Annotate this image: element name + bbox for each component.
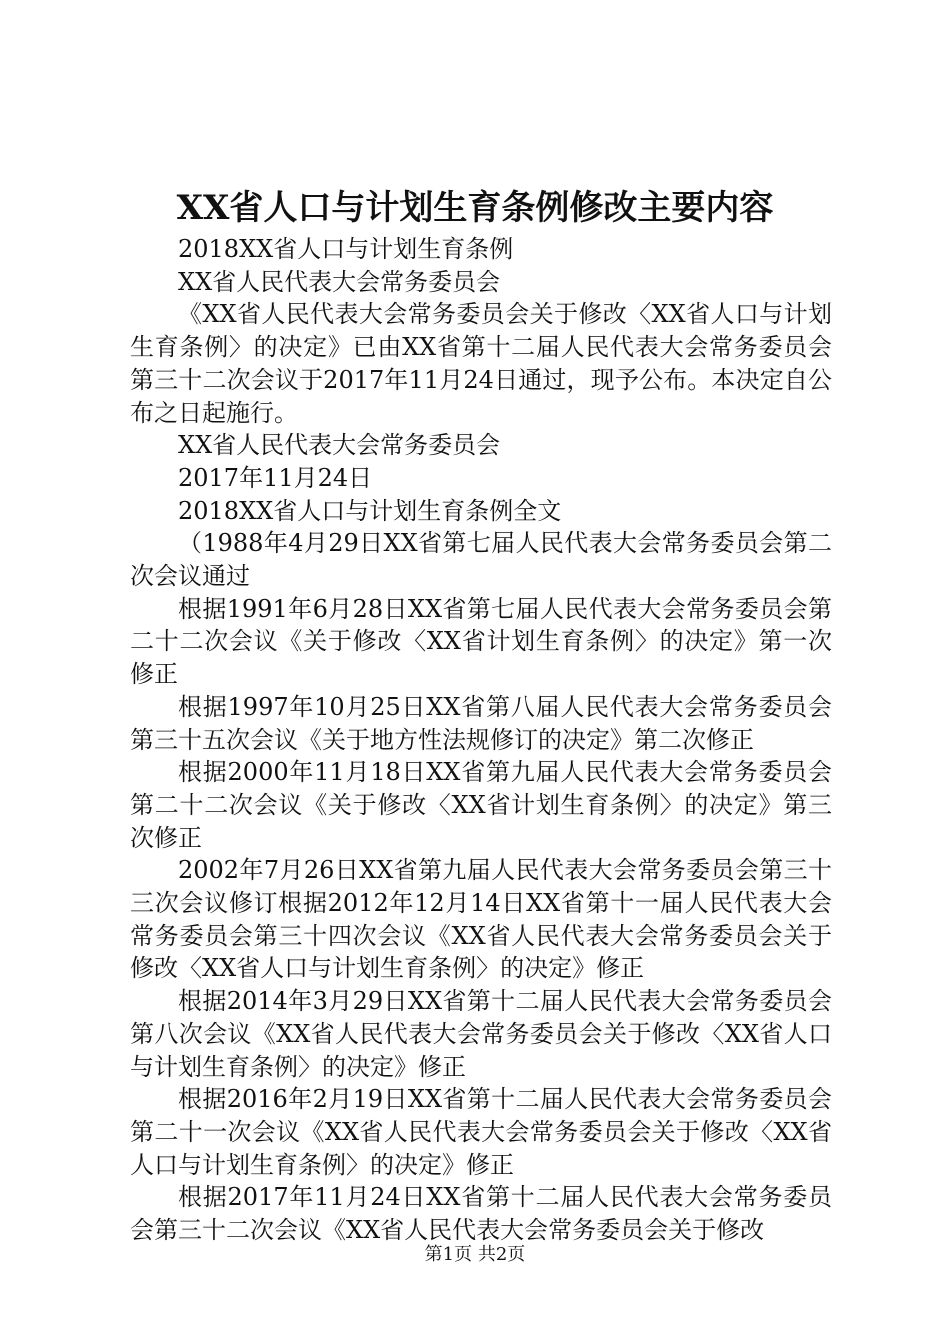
paragraph: 2002年7月26日XX省第九届人民代表大会常务委员会第三十三次会议修订根据2012年12月14日XX省第十一届人民代表大会常务委员会第三十四次会议《XX省人民代表大会常务委员会关于修改〈XX省人口与计划生育条例〉的决定》修正 [130, 856, 832, 983]
paragraph: 2018XX省人口与计划生育条例全文 [178, 496, 562, 525]
paragraph: 2018XX省人口与计划生育条例 [178, 235, 514, 263]
paragraph: 根据2000年11月18日XX省第九届人民代表大会常务委员会第二十二次会议《关于修改〈XX省计划生育条例〉的决定》第三次修正 [130, 758, 832, 852]
document-title: XX省人口与计划生育条例修改主要内容 [176, 188, 774, 228]
page-number-footer: 第1页 共2页 [424, 1244, 526, 1265]
paragraph: 根据2017年11月24日XX省第十二届人民代表大会常务委员会第三十二次会议《XX省人民代表大会常务委员会关于修改 [130, 1183, 832, 1245]
paragraph: 根据2014年3月29日XX省第十二届人民代表大会常务委员会第八次会议《XX省人民代表大会常务委员会关于修改〈XX省人口与计划生育条例〉的决定》修正 [130, 987, 832, 1081]
paragraph: XX省人民代表大会常务委员会 [178, 431, 501, 460]
paragraph: 2017年11月24日 [178, 463, 373, 492]
paragraph: 《XX省人民代表大会常务委员会关于修改〈XX省人口与计划生育条例〉的决定》已由XX省第十二届人民代表大会常务委员会第三十二次会议于2017年11月24日通过，现予公布。本决定自公布之日起施行。 [130, 300, 832, 427]
paragraph: 根据1997年10月25日XX省第八届人民代表大会常务委员会第三十五次会议《关于地方性法规修订的决定》第二次修正 [130, 692, 832, 754]
paragraph: XX省人民代表大会常务委员会 [178, 267, 501, 296]
paragraph: （1988年4月29日XX省第七届人民代表大会常务委员会第二次会议通过 [130, 529, 832, 591]
paragraph: 根据2016年2月19日XX省第十二届人民代表大会常务委员会第二十一次会议《XX省人民代表大会常务委员会关于修改〈XX省人口与计划生育条例〉的决定》修正 [130, 1085, 832, 1179]
paragraph: 根据1991年6月28日XX省第七届人民代表大会常务委员会第二十二次会议《关于修改〈XX省计划生育条例〉的决定》第一次修正 [130, 594, 832, 689]
document-body [130, 233, 832, 1247]
